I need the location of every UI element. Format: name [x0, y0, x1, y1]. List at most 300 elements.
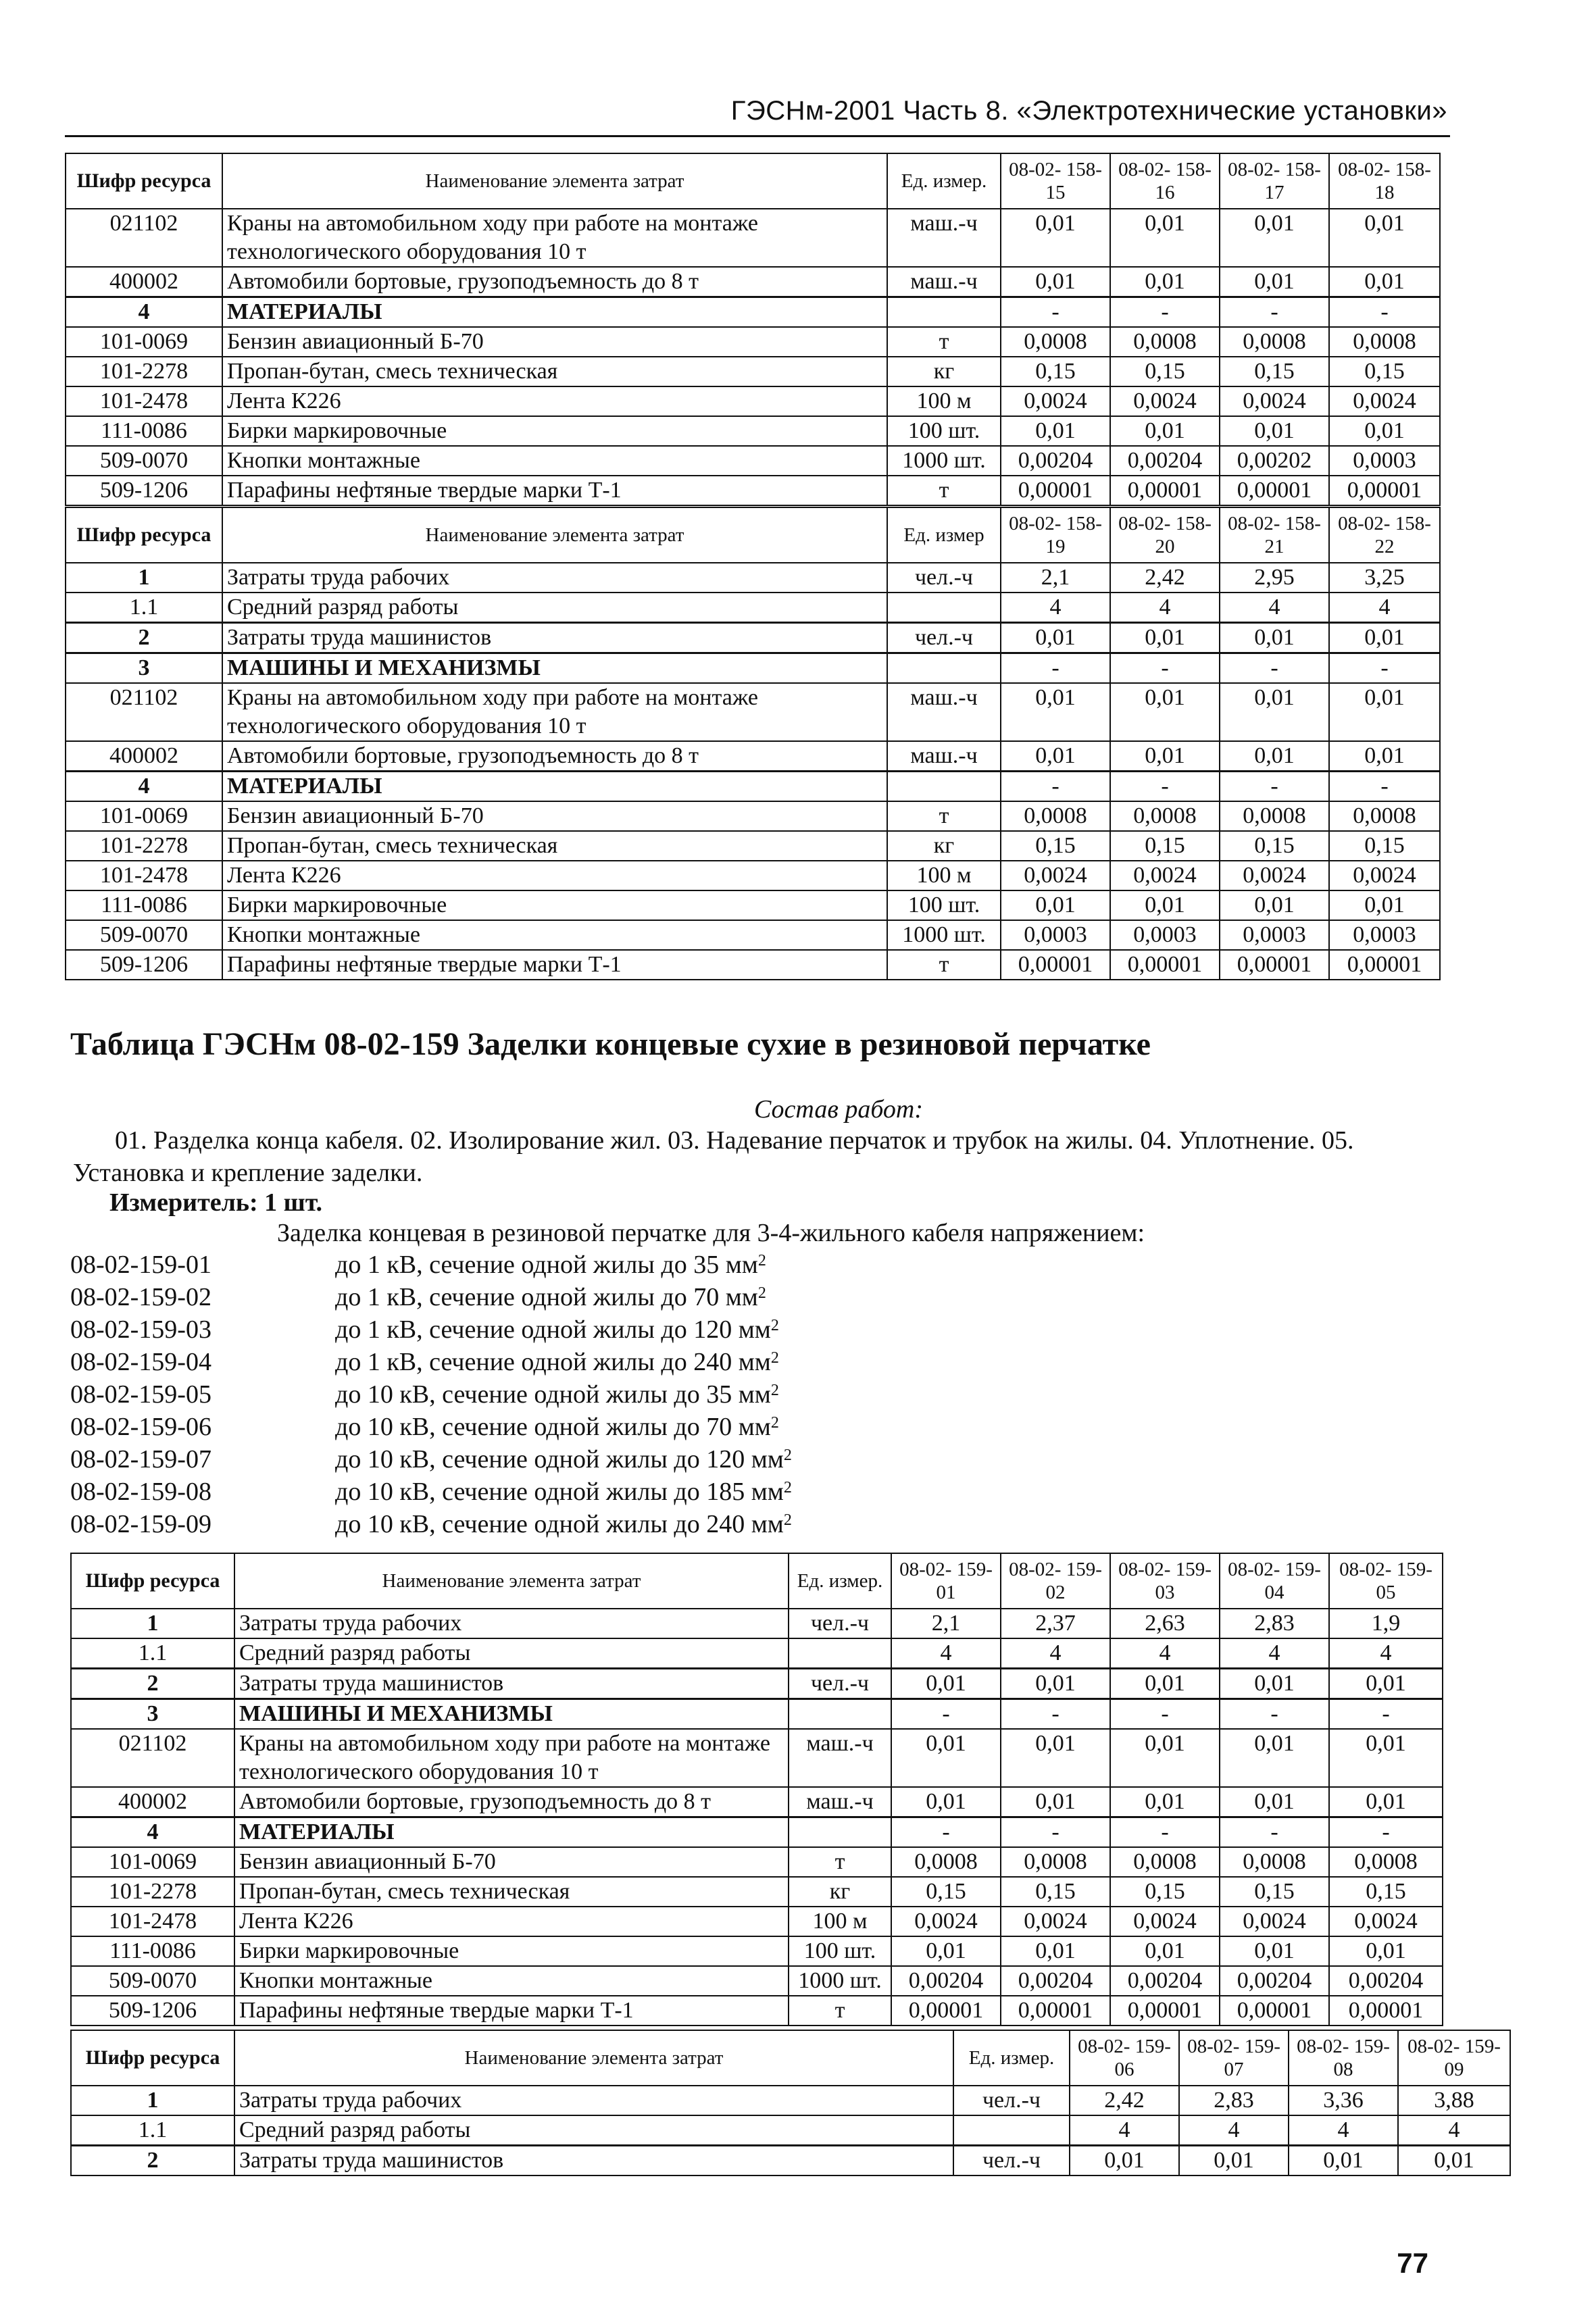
table-row — [66, 653, 1440, 684]
header-norm-code: 08-02- 158-21 — [1220, 507, 1329, 563]
resource-name: Затраты труда рабочих — [234, 2086, 953, 2115]
table-row — [66, 623, 1440, 653]
norm-value: 0,0008 — [1220, 801, 1329, 831]
norm-value: 0,01 — [1110, 267, 1220, 297]
norm-value: 0,01 — [1001, 1936, 1110, 1966]
resource-name: Краны на автомобильном ходу при работе на монтаже технологического оборудования 10 т — [222, 683, 887, 741]
norm-value: 0,0008 — [1110, 1847, 1220, 1877]
norm-value: - — [1001, 772, 1110, 802]
unit-superscript: 2 — [770, 1317, 779, 1334]
norm-value: 0,15 — [1329, 357, 1440, 386]
norm-value: 4 — [1179, 2115, 1289, 2146]
table-header-row — [71, 2030, 1510, 2086]
norm-value: 0,15 — [1329, 831, 1440, 861]
meter-value: 1 шт. — [264, 1188, 323, 1217]
resource-code: 1 — [66, 563, 222, 593]
norm-value: 0,0003 — [1110, 920, 1220, 950]
resource-code: 4 — [71, 1817, 234, 1848]
norm-value: 0,01 — [1220, 1787, 1329, 1817]
header-norm-code: 08-02- 159-06 — [1070, 2030, 1179, 2086]
norm-value: 0,15 — [1001, 357, 1110, 386]
table-row — [66, 831, 1440, 861]
norm-value: 0,01 — [1001, 890, 1110, 920]
header-unit: Ед. измер. — [887, 153, 1001, 209]
norm-value: 0,15 — [1001, 1877, 1110, 1907]
norm-value: 0,01 — [1398, 2146, 1510, 2176]
running-header: ГЭСНм-2001 Часть 8. «Электротехнические установки» — [730, 96, 1447, 126]
norm-value: 0,01 — [1110, 1729, 1220, 1787]
norm-value: 0,01 — [1001, 623, 1110, 653]
resource-unit: кг — [887, 357, 1001, 386]
resource-name: Автомобили бортовые, грузоподъемность до 8 т — [222, 267, 887, 297]
resource-name: Парафины нефтяные твердые марки Т-1 — [222, 476, 887, 505]
resource-unit — [887, 297, 1001, 328]
table-row — [66, 950, 1440, 980]
table-row — [66, 386, 1440, 416]
resource-unit: 1000 шт. — [887, 920, 1001, 950]
norm-value: 0,0008 — [891, 1847, 1001, 1877]
resource-unit: т — [887, 950, 1001, 980]
norm-value: 0,01 — [1001, 741, 1110, 772]
norm-value: 0,01 — [1110, 683, 1220, 741]
table-row — [66, 476, 1440, 505]
header-name: Наименование элемента затрат — [222, 507, 887, 563]
table-row — [71, 1609, 1443, 1638]
norm-value: 0,01 — [1220, 1729, 1329, 1787]
norm-value: 0,01 — [1289, 2146, 1398, 2176]
resource-unit: 1000 шт. — [887, 446, 1001, 476]
table-row — [66, 416, 1440, 446]
table-row — [66, 446, 1440, 476]
header-norm-code: 08-02- 159-07 — [1179, 2030, 1289, 2086]
variant-desc-text: до 1 кВ, сечение одной жилы до 240 мм — [335, 1348, 771, 1376]
variant-desc — [335, 1281, 766, 1313]
table-row — [66, 327, 1440, 357]
norm-value: 4 — [1110, 1638, 1220, 1669]
variant-desc — [335, 1378, 779, 1411]
unit-superscript: 2 — [770, 1382, 779, 1399]
norm-value: 0,01 — [1329, 267, 1440, 297]
table-row — [71, 2086, 1510, 2115]
resource-name: Пропан-бутан, смесь техническая — [222, 357, 887, 386]
table-row — [66, 801, 1440, 831]
norm-value: 0,01 — [1329, 416, 1440, 446]
resource-code: 101-2278 — [66, 357, 222, 386]
resource-code: 1 — [71, 2086, 234, 2115]
norm-value: 0,0024 — [891, 1907, 1001, 1936]
table-header-row — [71, 1553, 1443, 1609]
variant-desc-text: до 10 кВ, сечение одной жилы до 240 мм — [335, 1510, 784, 1538]
header-unit: Ед. измер. — [789, 1553, 891, 1609]
resource-code: 101-0069 — [66, 801, 222, 831]
norm-value: 0,15 — [1110, 831, 1220, 861]
resource-unit — [789, 1817, 891, 1848]
variant-code: 08-02-159-01 — [70, 1251, 211, 1279]
norm-value: 0,0024 — [1110, 386, 1220, 416]
variant-desc — [335, 1249, 766, 1281]
resource-name: Затраты труда рабочих — [234, 1609, 789, 1638]
norm-value: 4 — [1289, 2115, 1398, 2146]
table-row — [71, 1817, 1443, 1848]
norm-value: 0,00001 — [1220, 950, 1329, 980]
norm-value: 4 — [1398, 2115, 1510, 2146]
norm-value: 0,01 — [1001, 1787, 1110, 1817]
header-code: Шифр ресурса — [71, 1553, 234, 1609]
norm-value: - — [1001, 297, 1110, 328]
resource-name: Бензин авиационный Б-70 — [234, 1847, 789, 1877]
resource-unit: кг — [887, 831, 1001, 861]
norm-value: 2,95 — [1220, 563, 1329, 593]
norm-value: 0,01 — [1110, 623, 1220, 653]
unit-superscript: 2 — [783, 1479, 792, 1496]
norm-value: 0,01 — [891, 1669, 1001, 1699]
norm-value: 0,01 — [1220, 683, 1329, 741]
table-row — [66, 772, 1440, 802]
header-unit: Ед. измер — [887, 507, 1001, 563]
norm-value: 0,0024 — [1220, 386, 1329, 416]
norm-value: 0,0024 — [1220, 1907, 1329, 1936]
variants-list — [70, 1249, 792, 1540]
variant-row — [70, 1378, 792, 1411]
resource-unit — [887, 653, 1001, 684]
norm-value: 0,00204 — [891, 1966, 1001, 1996]
header-norm-code: 08-02- 159-08 — [1289, 2030, 1398, 2086]
variant-desc-text: до 1 кВ, сечение одной жилы до 35 мм — [335, 1251, 758, 1279]
table-row — [66, 209, 1440, 267]
resource-unit: т — [789, 1996, 891, 2026]
norm-value: 4 — [1070, 2115, 1179, 2146]
header-name: Наименование элемента затрат — [234, 2030, 953, 2086]
norm-value: 0,01 — [1110, 416, 1220, 446]
resource-name: Затраты труда машинистов — [234, 1669, 789, 1699]
norm-value: 0,0024 — [1110, 1907, 1220, 1936]
norm-value: 0,0024 — [1001, 861, 1110, 890]
norm-value: 0,00202 — [1220, 446, 1329, 476]
norm-value: 0,00204 — [1329, 1966, 1443, 1996]
resource-unit: 100 шт. — [887, 890, 1001, 920]
resource-code: 509-1206 — [66, 476, 222, 505]
resource-unit: чел.-ч — [789, 1669, 891, 1699]
table-row — [71, 2115, 1510, 2146]
norm-value: 0,0003 — [1329, 920, 1440, 950]
norm-value: 0,0008 — [1001, 1847, 1110, 1877]
variant-row — [70, 1476, 792, 1508]
norm-value: 0,0008 — [1001, 327, 1110, 357]
resource-name: Кнопки монтажные — [234, 1966, 789, 1996]
norm-value: 2,83 — [1179, 2086, 1289, 2115]
variant-desc — [335, 1476, 792, 1508]
variant-desc-text: до 1 кВ, сечение одной жилы до 120 мм — [335, 1315, 771, 1344]
variant-row — [70, 1411, 792, 1443]
norm-value: - — [1220, 772, 1329, 802]
norm-value: 0,01 — [1329, 890, 1440, 920]
resource-code: 400002 — [66, 267, 222, 297]
resource-name: Краны на автомобильном ходу при работе на монтаже технологического оборудования 10 т — [234, 1729, 789, 1787]
header-norm-code: 08-02- 159-01 — [891, 1553, 1001, 1609]
table-row — [66, 890, 1440, 920]
norm-value: 0,00204 — [1110, 446, 1220, 476]
norm-value: 4 — [1001, 593, 1110, 623]
header-name: Наименование элемента затрат — [234, 1553, 789, 1609]
norm-value: - — [1110, 653, 1220, 684]
norm-value: 0,01 — [891, 1787, 1001, 1817]
resource-code: 101-2478 — [66, 386, 222, 416]
norm-value: 0,15 — [1001, 831, 1110, 861]
unit-superscript: 2 — [770, 1414, 779, 1432]
header-name: Наименование элемента затрат — [222, 153, 887, 209]
norm-value: 0,01 — [1329, 209, 1440, 267]
variant-desc — [335, 1443, 792, 1476]
norm-value: - — [1329, 297, 1440, 328]
norm-value: - — [1329, 653, 1440, 684]
resource-name: Парафины нефтяные твердые марки Т-1 — [234, 1996, 789, 2026]
table-row — [66, 593, 1440, 623]
variant-code: 08-02-159-03 — [70, 1315, 211, 1344]
norm-value: 0,01 — [1220, 890, 1329, 920]
variant-code: 08-02-159-09 — [70, 1510, 211, 1538]
norm-value: - — [1329, 1699, 1443, 1730]
resource-unit: чел.-ч — [887, 563, 1001, 593]
section-title: Таблица ГЭСНм 08-02-159 Заделки концевые сухие в резиновой перчатке — [70, 1026, 1151, 1062]
header-norm-code: 08-02- 158-16 — [1110, 153, 1220, 209]
norm-value: 4 — [1329, 593, 1440, 623]
resource-unit — [887, 772, 1001, 802]
variant-code: 08-02-159-04 — [70, 1348, 211, 1376]
resource-table-159-01-05 — [70, 1553, 1443, 2026]
norm-value: - — [1001, 1699, 1110, 1730]
table-row — [71, 1729, 1443, 1787]
table-row — [66, 741, 1440, 772]
variant-code: 08-02-159-02 — [70, 1283, 211, 1311]
resource-table-158-19-22 — [65, 507, 1441, 980]
norm-value: 0,15 — [1110, 1877, 1220, 1907]
variant-row — [70, 1443, 792, 1476]
resource-name: МАТЕРИАЛЫ — [222, 297, 887, 328]
norm-value: 2,1 — [891, 1609, 1001, 1638]
resource-unit: чел.-ч — [953, 2146, 1070, 2176]
norm-value: 0,0024 — [1001, 386, 1110, 416]
variant-desc — [335, 1346, 779, 1378]
norm-value: - — [1110, 1699, 1220, 1730]
norm-value: 0,0008 — [1110, 327, 1220, 357]
resource-unit: 1000 шт. — [789, 1966, 891, 1996]
norm-value: 0,0008 — [1329, 1847, 1443, 1877]
header-norm-code: 08-02- 159-04 — [1220, 1553, 1329, 1609]
norm-value: 0,01 — [1001, 683, 1110, 741]
resource-code: 101-2278 — [66, 831, 222, 861]
norm-value: 0,01 — [1329, 683, 1440, 741]
norm-value: - — [1220, 1817, 1329, 1848]
norm-value: - — [1329, 1817, 1443, 1848]
norm-value: 0,01 — [1329, 1669, 1443, 1699]
norm-value: 3,36 — [1289, 2086, 1398, 2115]
works-text: 01. Разделка конца кабеля. 02. Изолирование жил. 03. Надевание перчаток и трубок на жилы. 04. Уплотнение. 05. Установка и крепление заделки. — [73, 1126, 1354, 1187]
norm-value: - — [1220, 297, 1329, 328]
resource-name: Кнопки монтажные — [222, 920, 887, 950]
resource-unit — [789, 1699, 891, 1730]
norm-value: 0,0003 — [1001, 920, 1110, 950]
norm-value: 0,00001 — [1329, 950, 1440, 980]
norm-value: 0,0024 — [1329, 386, 1440, 416]
resource-unit: маш.-ч — [887, 267, 1001, 297]
resource-unit — [789, 1638, 891, 1669]
resource-name: Бирки маркировочные — [222, 416, 887, 446]
variant-row — [70, 1508, 792, 1540]
norm-value: 0,01 — [1001, 267, 1110, 297]
norm-value: 0,00204 — [1110, 1966, 1220, 1996]
header-code: Шифр ресурса — [66, 153, 222, 209]
header-norm-code: 08-02- 159-09 — [1398, 2030, 1510, 2086]
norm-value: 0,01 — [1220, 267, 1329, 297]
resource-code: 111-0086 — [66, 890, 222, 920]
resource-name: Бензин авиационный Б-70 — [222, 801, 887, 831]
resource-code: 021102 — [66, 209, 222, 267]
resource-name: Бирки маркировочные — [234, 1936, 789, 1966]
header-code: Шифр ресурса — [71, 2030, 234, 2086]
resource-name: Кнопки монтажные — [222, 446, 887, 476]
resource-code: 2 — [71, 2146, 234, 2176]
norm-value: 0,01 — [1329, 623, 1440, 653]
norm-value: 0,00001 — [1001, 950, 1110, 980]
resource-name: Затраты труда машинистов — [234, 2146, 953, 2176]
norm-value: 0,01 — [1110, 1787, 1220, 1817]
resource-unit: т — [887, 327, 1001, 357]
resource-unit: т — [789, 1847, 891, 1877]
resource-code: 509-0070 — [66, 920, 222, 950]
norm-value: - — [1220, 653, 1329, 684]
norm-value: 0,01 — [1220, 209, 1329, 267]
norm-value: 0,00001 — [1220, 476, 1329, 505]
norm-value: 0,01 — [1110, 741, 1220, 772]
resource-code: 021102 — [66, 683, 222, 741]
resource-unit: 100 м — [789, 1907, 891, 1936]
resource-unit: маш.-ч — [789, 1787, 891, 1817]
norm-value: 0,15 — [1220, 357, 1329, 386]
resource-code: 101-2478 — [71, 1907, 234, 1936]
resource-name: Пропан-бутан, смесь техническая — [222, 831, 887, 861]
resource-code: 509-0070 — [71, 1966, 234, 1996]
norm-value: 0,01 — [1001, 1669, 1110, 1699]
resource-name: Средний разряд работы — [234, 2115, 953, 2146]
works-heading: Состав работ: — [753, 1095, 924, 1124]
table-row — [66, 357, 1440, 386]
unit-superscript: 2 — [757, 1252, 766, 1269]
norm-value: 0,00001 — [1220, 1996, 1329, 2026]
header-unit: Ед. измер. — [953, 2030, 1070, 2086]
variant-row — [70, 1249, 792, 1281]
norm-value: 0,0024 — [1329, 861, 1440, 890]
norm-value: 4 — [1001, 1638, 1110, 1669]
resource-code: 509-0070 — [66, 446, 222, 476]
resource-code: 2 — [66, 623, 222, 653]
norm-value: 0,0024 — [1220, 861, 1329, 890]
resource-unit: кг — [789, 1877, 891, 1907]
resource-code: 111-0086 — [71, 1936, 234, 1966]
norm-value: 0,00204 — [1220, 1966, 1329, 1996]
norm-value: 0,0024 — [1001, 1907, 1110, 1936]
header-norm-code: 08-02- 158-19 — [1001, 507, 1110, 563]
resource-code: 400002 — [71, 1787, 234, 1817]
variants-intro: Заделка концевая в резиновой перчатке для 3-4-жильного кабеля напряжением: — [277, 1219, 1145, 1247]
resource-code: 3 — [66, 653, 222, 684]
norm-value: - — [891, 1699, 1001, 1730]
table-header-row — [66, 507, 1440, 563]
header-rule — [65, 135, 1450, 137]
resource-unit: чел.-ч — [953, 2086, 1070, 2115]
page-number: 77 — [1397, 2247, 1428, 2279]
resource-name: Затраты труда машинистов — [222, 623, 887, 653]
norm-value: 0,0008 — [1329, 801, 1440, 831]
resource-unit: 100 м — [887, 861, 1001, 890]
variant-code: 08-02-159-05 — [70, 1380, 211, 1409]
table-row — [66, 297, 1440, 328]
resource-code: 1.1 — [71, 2115, 234, 2146]
table-row — [71, 1787, 1443, 1817]
table-row — [71, 1996, 1443, 2026]
norm-value: 0,0003 — [1220, 920, 1329, 950]
table-row — [71, 1669, 1443, 1699]
table-row — [71, 1847, 1443, 1877]
norm-value: 0,0008 — [1220, 1847, 1329, 1877]
norm-value: 0,01 — [1110, 209, 1220, 267]
resource-name: Средний разряд работы — [222, 593, 887, 623]
norm-value: - — [1001, 1817, 1110, 1848]
norm-value: 0,0008 — [1001, 801, 1110, 831]
meter-label: Измеритель: — [109, 1188, 258, 1217]
norm-value: 0,01 — [1001, 209, 1110, 267]
table-row — [71, 1907, 1443, 1936]
norm-value: 0,01 — [1110, 1669, 1220, 1699]
norm-value: 0,00204 — [1001, 446, 1110, 476]
resource-unit: маш.-ч — [887, 683, 1001, 741]
norm-value: 0,01 — [1329, 741, 1440, 772]
resource-name: Средний разряд работы — [234, 1638, 789, 1669]
norm-value: 0,00001 — [1001, 1996, 1110, 2026]
resource-name: МАТЕРИАЛЫ — [222, 772, 887, 802]
resource-code: 509-1206 — [66, 950, 222, 980]
resource-name: МАШИНЫ И МЕХАНИЗМЫ — [234, 1699, 789, 1730]
resource-name: Парафины нефтяные твердые марки Т-1 — [222, 950, 887, 980]
resource-name: Лента К226 — [222, 386, 887, 416]
norm-value: 0,15 — [891, 1877, 1001, 1907]
norm-value: 0,01 — [1329, 1936, 1443, 1966]
norm-value: 0,0003 — [1329, 446, 1440, 476]
resource-code: 2 — [71, 1669, 234, 1699]
header-norm-code: 08-02- 158-20 — [1110, 507, 1220, 563]
norm-value: 0,01 — [1220, 741, 1329, 772]
norm-value: 0,01 — [1110, 1936, 1220, 1966]
norm-value: 0,00001 — [1329, 476, 1440, 505]
variant-row — [70, 1281, 792, 1313]
table-row — [71, 1877, 1443, 1907]
norm-value: - — [1001, 653, 1110, 684]
resource-unit: 100 шт. — [789, 1936, 891, 1966]
norm-value: 0,15 — [1110, 357, 1220, 386]
resource-name: Бирки маркировочные — [222, 890, 887, 920]
norm-value: 0,00001 — [1001, 476, 1110, 505]
header-norm-code: 08-02- 158-17 — [1220, 153, 1329, 209]
table-row — [71, 1966, 1443, 1996]
norm-value: 0,01 — [1179, 2146, 1289, 2176]
resource-code: 101-2478 — [66, 861, 222, 890]
resource-name: Автомобили бортовые, грузоподъемность до 8 т — [234, 1787, 789, 1817]
norm-value: 0,01 — [1220, 1936, 1329, 1966]
resource-name: Лента К226 — [222, 861, 887, 890]
resource-table-158-15-18 — [65, 153, 1441, 506]
variant-desc — [335, 1508, 792, 1540]
norm-value: 0,01 — [891, 1936, 1001, 1966]
norm-value: 0,0008 — [1110, 801, 1220, 831]
